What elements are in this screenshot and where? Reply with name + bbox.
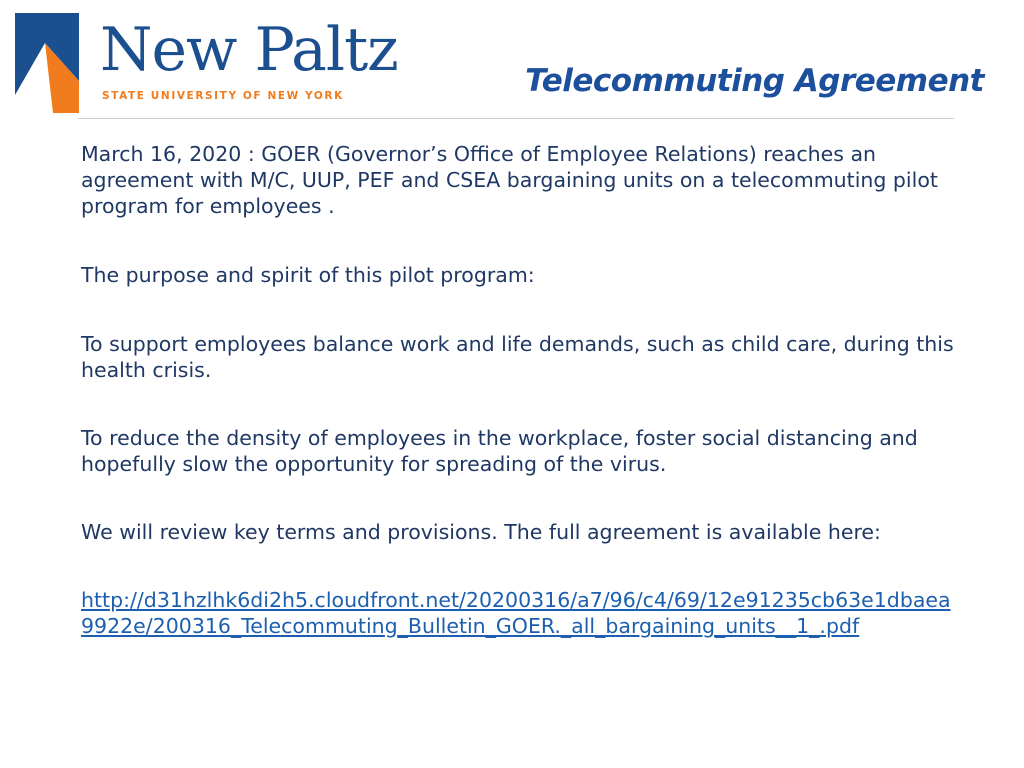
new-paltz-logo-icon <box>15 13 79 113</box>
paragraph-agreement-date: March 16, 2020 : GOER (Governor’s Office of Employee Relations) reaches an agreement with M/C, UUP, PEF and CSEA bargaining units on a telecommuting pilot program for employees . <box>81 142 938 218</box>
paragraph-reduce-density: To reduce the density of employees in the workplace, foster social distancing and hopefully slow the opportunity for spreading of the virus. <box>81 426 918 476</box>
paragraph-review-terms: We will review key terms and provisions. The full agreement is available here: <box>81 520 881 544</box>
logo-tagline: STATE UNIVERSITY OF NEW YORK <box>102 90 344 102</box>
title-divider <box>78 118 954 119</box>
slide-body <box>81 141 961 639</box>
agreement-pdf-link[interactable]: http://d31hzlhk6di2h5.cloudfront.net/20200316/a7/96/c4/69/12e91235cb63e1dbaea9922e/200316_Telecommuting_Bulletin_GOER._all_bargaining_units__1_.pdf <box>81 588 951 638</box>
slide-title: Telecommuting Agreement <box>525 63 984 99</box>
logo-wordmark: New Paltz <box>100 15 398 85</box>
paragraph-purpose-heading: The purpose and spirit of this pilot program: <box>81 263 535 287</box>
paragraph-support-employees: To support employees balance work and life demands, such as child care, during this health crisis. <box>81 332 954 382</box>
agreement-link-paragraph <box>81 587 961 639</box>
